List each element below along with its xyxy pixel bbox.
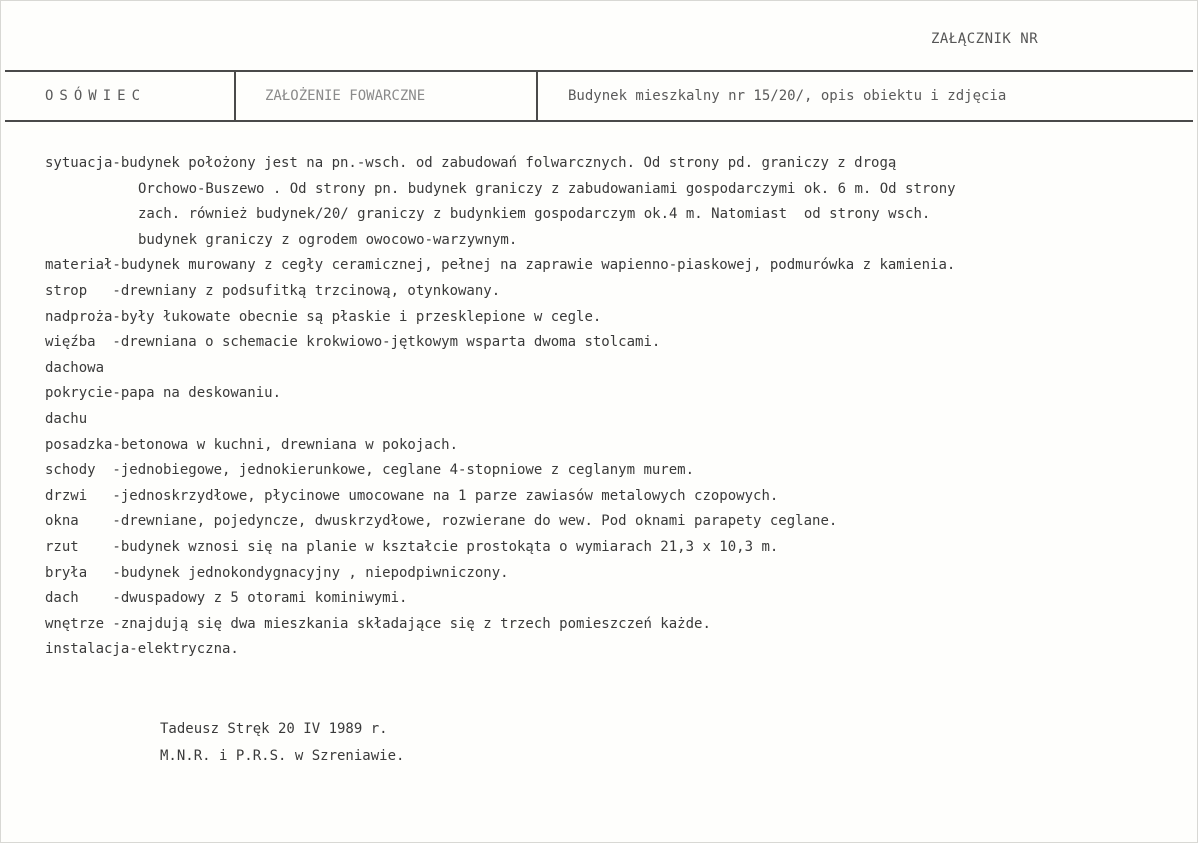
signature-author: Tadeusz Stręk 20 IV 1989 r. (160, 721, 388, 737)
description-line: pokrycie-papa na deskowaniu. (45, 385, 282, 402)
description-line: dach -dwuspadowy z 5 otorami kominiwymi. (45, 590, 408, 607)
attachment-label: ZAŁĄCZNIK NR (931, 31, 1039, 47)
description-line: okna -drewniane, pojedyncze, dwuskrzydłowe, rozwierane do wew. Pod oknami parapety ceglane. (45, 513, 838, 530)
description-line: budynek graniczy z ogrodem owocowo-warzywnym. (138, 231, 518, 248)
signature-block (160, 716, 404, 770)
header-divider-2 (536, 71, 538, 121)
description-line: strop -drewniany z podsufitką trzcinową, otynkowany. (45, 282, 501, 299)
description-line: rzut -budynek wznosi się na planie w kształcie prostokąta o wymiarach 21,3 x 10,3 m. (45, 538, 779, 555)
description-line: schody -jednobiegowe, jednokierunkowe, ceglane 4-stopniowe z ceglanym murem. (45, 462, 695, 479)
description-line: bryła -budynek jednokondygnacyjny , niepodpiwniczony. (45, 564, 509, 581)
description-line: zach. również budynek/20/ graniczy z budynkiem gospodarczym ok.4 m. Natomiast od strony wsch. (138, 206, 931, 223)
signature-institution: M.N.R. i P.R.S. w Szreniawie. (160, 748, 405, 764)
complex-name: ZAŁOŻENIE FOWARCZNE (265, 88, 426, 104)
description-line: wnętrze -znajdują się dwa mieszkania składające się z trzech pomieszczeń każde. (45, 615, 711, 632)
description-line: Orchowo-Buszewo . Od strony pn. budynek graniczy z zabudowaniami gospodarczymi ok. 6 m. Od strony (138, 180, 956, 197)
description-line: dachu (45, 410, 88, 427)
place-name: OSÓWIEC (45, 88, 147, 104)
building-title: Budynek mieszkalny nr 15/20/, opis obiektu i zdjęcia (568, 88, 1007, 104)
description-line: nadproża-były łukowate obecnie są płaskie i przesklepione w cegle. (45, 308, 602, 325)
description-line: materiał-budynek murowany z cegły ceramicznej, pełnej na zaprawie wapienno-piaskowej, podmurówka z kamienia. (45, 257, 956, 274)
description-line: więźba -drewniana o schemacie krokwiowo-jętkowym wsparta dwoma stolcami. (45, 334, 661, 351)
description-line: dachowa (45, 359, 105, 376)
header-top-rule (5, 70, 1193, 72)
header-divider-1 (234, 71, 236, 121)
description-line: posadzka-betonowa w kuchni, drewniana w pokojach. (45, 436, 459, 453)
description-line: sytuacja-budynek położony jest na pn.-wsch. od zabudowań folwarcznych. Od strony pd. graniczy z drogą (45, 155, 897, 171)
description-line: instalacja-elektryczna. (45, 641, 239, 658)
description-line: drzwi -jednoskrzydłowe, płycinowe umocowane na 1 parze zawiasów metalowych czopowych. (45, 487, 779, 504)
header-bottom-rule (5, 120, 1193, 122)
description-body (45, 151, 1175, 663)
